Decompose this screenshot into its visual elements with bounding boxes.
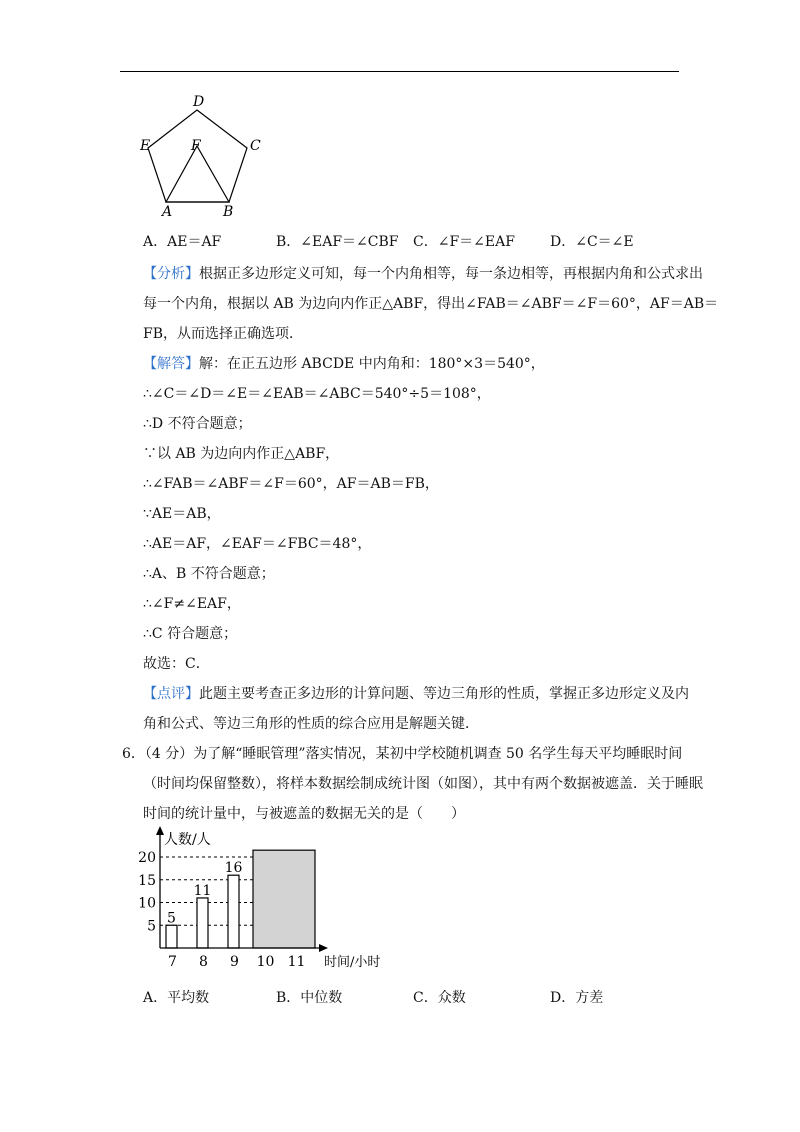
bar-7 [166,925,177,948]
solution-line-5: ∴∠FAB＝∠ABF＝∠F＝60°，AF＝AB＝FB， [143,476,439,492]
y-tick-5: 5 [147,918,156,935]
solution-line-8: ∴A、B 不符合题意； [143,566,275,582]
label-e: E [140,138,151,154]
q6-line-2: （时间均保留整数），将样本数据绘制成统计图（如图），其中有两个数据被遮盖．关于睡眠 [143,776,703,792]
x-tick-10: 10 [256,954,275,970]
solution-line-3: ∴D 不符合题意； [143,416,252,432]
pentagon-shape [148,110,247,202]
y-tick-15: 15 [138,872,156,889]
label-a: A [162,204,173,220]
triangle-abf [166,146,229,202]
q5-option-d[interactable]: D．∠C＝∠E [550,234,634,250]
comment-line-2: 角和公式、等边三角形的性质的综合应用是解题关键． [143,716,479,732]
solution-tag: 【解答】 [143,356,199,372]
q5-option-b[interactable]: B．∠EAF＝∠CBF [276,234,399,250]
comment-text-1: 此题主要考查正多边形的计算问题、等边三角形的性质，掌握正多边形定义及内 [199,686,689,702]
q6-option-c[interactable]: C．众数 [413,990,466,1006]
label-b: B [223,204,234,220]
bar-8 [197,898,208,948]
q6-option-d[interactable]: D．方差 [550,990,604,1006]
analysis-text-1: 根据正多边形定义可知，每一个内角相等，每一条边相等，再根据内角和公式求出 [199,266,703,282]
solution-line-4: ∵以 AB 为边向内作正△ABF， [143,446,340,462]
y-tick-20: 20 [138,850,156,866]
label-c: C [250,138,261,154]
solution-line-6: ∵AE＝AB， [143,506,221,522]
label-f: F [191,138,201,154]
header-rule [120,71,679,72]
solution-line-10: ∴C 符合题意； [143,626,238,642]
analysis-line-1 [143,264,703,284]
comment-tag: 【点评】 [143,686,199,702]
solution-line-2: ∴∠C＝∠D＝∠E＝∠EAB＝∠ABC＝540°÷5＝108°， [143,386,491,402]
q5-option-c[interactable]: C．∠F＝∠EAF [413,234,515,250]
solution-line-1 [143,354,545,374]
x-tick-8: 8 [199,954,208,970]
x-axis-label: 时间/小时 [324,955,381,970]
analysis-tag: 【分析】 [143,266,199,282]
solution-line-11: 故选：C． [143,656,210,672]
covered-area [253,850,315,948]
analysis-line-3: FB，从而选择正确选项． [143,326,304,342]
comment-line-1 [143,684,689,704]
x-tick-9: 9 [230,954,239,970]
q6-option-a[interactable]: A．平均数 [143,990,210,1006]
y-tick-10: 10 [138,895,156,912]
analysis-line-2: 每一个内角，根据以 AB 为边向内作正△ABF，得出∠FAB＝∠ABF＝∠F＝60°，AF＝AB＝ [143,296,719,312]
solution-line-9: ∴∠F≠∠EAF， [143,596,241,612]
data-label-9: 16 [224,860,243,877]
x-axis-arrow [319,944,328,952]
x-tick-7: 7 [168,954,177,970]
q6-line-3: 时间的统计量中，与被遮盖的数据无关的是（ ） [143,806,465,822]
sleep-time-bar-chart [130,826,400,976]
pentagon-figure [135,90,275,225]
solution-text-1: 解：在正五边形 ABCDE 中内角和：180°×3＝540°， [199,356,545,372]
q5-option-a[interactable]: A．AE＝AF [143,234,222,250]
data-label-7: 5 [167,910,176,927]
bar-9 [228,875,239,948]
q6-option-b[interactable]: B．中位数 [276,990,343,1006]
data-label-8: 11 [193,882,212,899]
label-d: D [193,94,205,110]
y-axis-arrow [156,826,164,835]
chart-x-ticks [168,954,305,970]
q6-line-1: 6．（4 分）为了解“睡眠管理”落实情况，某初中学校随机调查 50 名学生每天平均睡眠时间 [122,746,683,762]
chart-y-ticks [138,850,156,934]
y-axis-label: 人数/人 [164,832,211,848]
x-tick-11: 11 [287,954,306,970]
solution-line-7: ∴AE＝AF，∠EAF＝∠FBC＝48°， [143,536,372,552]
